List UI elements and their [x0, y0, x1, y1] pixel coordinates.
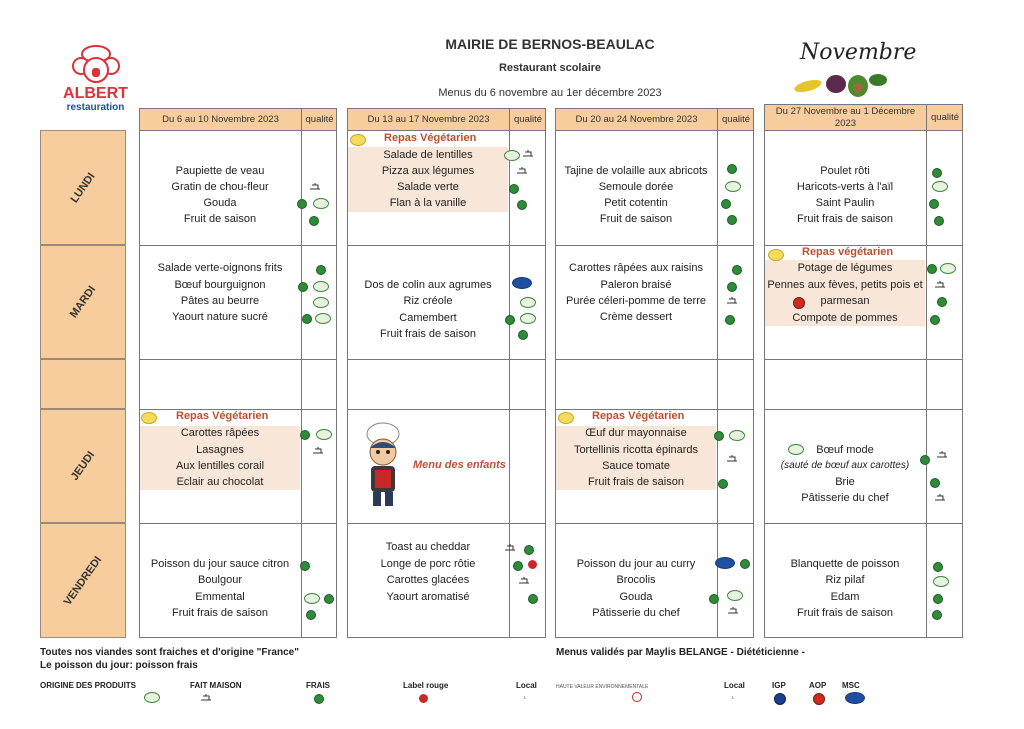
- menu-item: Œuf dur mayonnaise: [585, 427, 687, 439]
- fait-maison-icon: [312, 447, 324, 455]
- menu-item: Petit cotentin: [604, 197, 668, 209]
- row-divider: [765, 523, 962, 524]
- row-divider: [765, 359, 962, 360]
- local-mark: ʟ: [732, 695, 735, 701]
- frais-icon: [513, 561, 523, 571]
- menu-item: Carottes glacées: [386, 574, 470, 586]
- row-divider: [348, 409, 545, 410]
- frais-icon: [727, 164, 737, 174]
- frais-icon: [300, 561, 310, 571]
- menu-item: parmesan: [820, 295, 870, 307]
- frais-icon: [306, 610, 316, 620]
- local-mark: ʟ: [524, 695, 527, 701]
- logo-subtitle: restauration: [66, 102, 125, 113]
- bio-icon: [933, 576, 949, 587]
- vegetarian-icon: [768, 249, 784, 261]
- frais-icon: [920, 455, 930, 465]
- row-divider: [140, 523, 336, 524]
- row-divider: [348, 359, 545, 360]
- week-header: [348, 109, 545, 131]
- menu-item: Dos de colin aux agrumes: [364, 279, 492, 291]
- frais-icon: [933, 594, 943, 604]
- quality-header: qualité: [926, 105, 963, 130]
- fait-maison-icon: [936, 451, 948, 459]
- month-artwork: [788, 38, 917, 100]
- menu-item: Riz créole: [403, 295, 453, 307]
- menu-item: Riz pilaf: [825, 574, 865, 586]
- msc-icon: [845, 692, 865, 704]
- legend-label: FRAIS: [306, 681, 330, 690]
- day-cell-mercredi: [40, 359, 126, 409]
- bio-icon: [315, 313, 331, 324]
- menu-item: Gouda: [203, 197, 237, 209]
- page-subtitle: Restaurant scolaire: [498, 62, 602, 74]
- menu-item: Poulet rôti: [820, 165, 870, 177]
- menu-item: Longe de porc rôtie: [380, 558, 476, 570]
- frais-icon: [302, 314, 312, 324]
- frais-icon: [517, 200, 527, 210]
- fait-maison-icon: [518, 577, 530, 585]
- msc-icon: [715, 557, 735, 569]
- day-label: VENDREDI: [61, 553, 105, 608]
- row-divider: [556, 523, 753, 524]
- bio-icon: [316, 429, 332, 440]
- menu-item: Gratin de chou-fleur: [171, 181, 269, 193]
- aop-icon: [793, 297, 805, 309]
- menu-item: Fruit frais de saison: [172, 607, 268, 619]
- kids-menu-label: Menu des enfants: [413, 459, 506, 471]
- frais-icon: [740, 559, 750, 569]
- frais-icon: [298, 282, 308, 292]
- menu-item: Haricots-verts à l'aïl: [796, 181, 894, 193]
- menu-item: Crème dessert: [599, 311, 673, 323]
- menu-item: Poisson du jour sauce citron: [150, 558, 290, 570]
- bio-icon: [144, 692, 160, 703]
- bio-icon: [729, 430, 745, 441]
- quality-header: qualité: [717, 109, 754, 130]
- bio-icon: [940, 263, 956, 274]
- legend-label: HAUTE VALEUR ENVIRONNEMENTALE: [556, 684, 649, 690]
- frais-icon: [518, 330, 528, 340]
- menu-item: Brocolis: [616, 574, 656, 586]
- frais-icon: [709, 594, 719, 604]
- fait-maison-icon: [934, 281, 946, 289]
- aop-icon: [813, 693, 825, 705]
- row-divider: [140, 359, 336, 360]
- menu-item: Fruit frais de saison: [588, 476, 684, 488]
- bio-icon: [313, 281, 329, 292]
- page-title: MAIRIE DE BERNOS-BEAULAC: [445, 36, 655, 52]
- menu-item: Fruit frais de saison: [380, 328, 476, 340]
- fait-maison-icon: [200, 694, 212, 702]
- menu-item: Pizza aux légumes: [381, 165, 475, 177]
- month-title: Novembre: [800, 40, 917, 65]
- menu-item: Fruit frais de saison: [797, 213, 893, 225]
- label-rouge-icon: [419, 694, 428, 703]
- vegetarian-title: Repas Végétarien: [176, 410, 269, 422]
- menu-item: Paleron braisé: [600, 279, 672, 291]
- vegetarian-title: Repas végétarien: [802, 246, 894, 258]
- week-header: [140, 109, 336, 131]
- fait-maison-icon: [516, 167, 528, 175]
- frais-icon: [309, 216, 319, 226]
- legend-label: IGP: [772, 681, 786, 690]
- menu-item: Carottes râpées aux raisins: [569, 262, 703, 274]
- menu-item: Lasagnes: [196, 444, 244, 456]
- hve-icon: [632, 692, 642, 702]
- footer-note-meat: Toutes nos viandes sont fraiches et d'origine "France": [40, 647, 299, 658]
- vegetarian-icon: [350, 134, 366, 146]
- menu-item: Aux lentilles corail: [175, 460, 265, 472]
- legend-label: Local: [724, 681, 745, 690]
- bio-icon: [520, 313, 536, 324]
- menu-item: Salade verte-oignons frits: [157, 262, 283, 274]
- quality-header: qualité: [509, 109, 546, 130]
- menu-item: Brie: [835, 476, 855, 488]
- menu-item: Paupiette de veau: [175, 165, 265, 177]
- menu-item: Semoule dorée: [598, 181, 674, 193]
- frais-icon: [727, 215, 737, 225]
- quality-divider: [509, 131, 510, 637]
- quality-header: qualité: [301, 109, 337, 130]
- row-divider: [765, 409, 962, 410]
- frais-icon: [930, 315, 940, 325]
- menu-item: Salade verte: [397, 181, 459, 193]
- menu-item: Compote de pommes: [792, 312, 898, 324]
- bio-icon: [304, 593, 320, 604]
- menu-item: Blanquette de poisson: [790, 558, 900, 570]
- frais-icon: [933, 562, 943, 572]
- day-label: JEUDI: [68, 449, 98, 483]
- day-cell-lundi: [40, 130, 126, 245]
- legend-label: AOP: [809, 681, 827, 690]
- chef-boy-illustration: [353, 420, 413, 510]
- frais-icon: [932, 168, 942, 178]
- frais-icon: [314, 694, 324, 704]
- footer-validation: Menus validés par Maylis BELANGE - Diététicienne -: [556, 647, 805, 658]
- menu-item: Pâtisserie du chef: [592, 607, 680, 619]
- igp-icon: [774, 693, 786, 705]
- row-divider: [140, 245, 336, 246]
- row-divider: [556, 359, 753, 360]
- menu-item: Pâtisserie du chef: [801, 492, 889, 504]
- week-title: Du 6 au 10 Novembre 2023: [162, 114, 279, 125]
- bio-icon: [727, 590, 743, 601]
- frais-icon: [927, 264, 937, 274]
- bio-icon: [313, 297, 329, 308]
- bio-icon: [725, 181, 741, 192]
- fait-maison-icon: [504, 544, 516, 552]
- frais-icon: [930, 478, 940, 488]
- menu-item: Potage de légumes: [797, 262, 893, 274]
- menu-item: Tortellinis ricotta épinards: [573, 444, 699, 456]
- chef-koala-icon: [70, 44, 122, 84]
- bio-icon: [504, 150, 520, 161]
- frais-icon: [324, 594, 334, 604]
- menu-item: Toast au cheddar: [385, 541, 471, 553]
- menu-item: Flan à la vanille: [389, 197, 467, 209]
- week-title: Du 13 au 17 Novembre 2023: [367, 114, 490, 125]
- menu-item: Edam: [830, 591, 860, 603]
- frais-icon: [929, 199, 939, 209]
- menu-item: Eclair au chocolat: [176, 476, 264, 488]
- bio-icon: [313, 198, 329, 209]
- menu-item: Carottes râpées: [180, 427, 260, 439]
- label-rouge-icon: [528, 560, 537, 569]
- legend-label: FAIT MAISON: [190, 681, 242, 690]
- frais-icon: [714, 431, 724, 441]
- frais-icon: [505, 315, 515, 325]
- menu-item: Yaourt nature sucré: [172, 311, 268, 323]
- legend-label: ORIGINE DES PRODUITS: [40, 681, 137, 690]
- week-header: [765, 105, 962, 131]
- row-divider: [348, 523, 545, 524]
- menu-item: Camembert: [399, 312, 457, 324]
- fait-maison-icon: [726, 297, 738, 305]
- menu-item: Pennes aux fèves, petits pois et: [767, 279, 923, 291]
- menu-item: Fruit de saison: [599, 213, 673, 225]
- day-cell-jeudi: [40, 409, 126, 523]
- week-title: Du 20 au 24 Novembre 2023: [575, 114, 698, 125]
- menu-item: Bœuf bourguignon: [174, 279, 266, 291]
- msc-icon: [512, 277, 532, 289]
- vegetarian-title: Repas Végétarien: [592, 410, 685, 422]
- menu-item: Boulgour: [197, 574, 243, 586]
- legend-label: Label rouge: [403, 681, 449, 690]
- vegetarian-icon: [141, 412, 157, 424]
- legend-label: Local: [516, 681, 537, 690]
- frais-icon: [316, 265, 326, 275]
- frais-icon: [732, 265, 742, 275]
- menu-item: Saint Paulin: [815, 197, 875, 209]
- menu-item: Fruit frais de saison: [797, 607, 893, 619]
- frais-icon: [932, 610, 942, 620]
- frais-icon: [721, 199, 731, 209]
- menu-item: Bœuf mode: [816, 444, 874, 456]
- frais-icon: [297, 199, 307, 209]
- week-header: [556, 109, 753, 131]
- frais-icon: [725, 315, 735, 325]
- frais-icon: [718, 479, 728, 489]
- menu-item: Pâtes au beurre: [180, 295, 260, 307]
- fait-maison-icon: [727, 607, 739, 615]
- albert-logo: [48, 40, 143, 120]
- menu-item: Sauce tomate: [602, 460, 670, 472]
- fait-maison-icon: [934, 494, 946, 502]
- fait-maison-icon: [522, 150, 534, 158]
- menu-item: Purée céleri-pomme de terre: [565, 295, 706, 307]
- menu-item: Gouda: [619, 591, 653, 603]
- quality-divider: [926, 131, 927, 637]
- row-divider: [556, 245, 753, 246]
- footer-note-fish: Le poisson du jour: poisson frais: [40, 660, 198, 671]
- fait-maison-icon: [726, 455, 738, 463]
- day-label: LUNDI: [68, 170, 98, 205]
- frais-icon: [528, 594, 538, 604]
- menu-item: Yaourt aromatisé: [386, 591, 470, 603]
- menu-item-note: (sauté de bœuf aux carottes): [780, 460, 910, 471]
- menu-dates: Menus du 6 novembre au 1er décembre 2023: [438, 87, 662, 99]
- menu-item: Tajine de volaille aux abricots: [564, 165, 708, 177]
- menu-item: Poisson du jour au curry: [576, 558, 696, 570]
- frais-icon: [727, 282, 737, 292]
- bio-icon: [520, 297, 536, 308]
- day-cell-mardi: [40, 245, 126, 359]
- day-cell-vendredi: [40, 523, 126, 638]
- vegetarian-title: Repas Végétarien: [384, 132, 477, 144]
- menu-item: Fruit de saison: [183, 213, 257, 225]
- week-title: Du 27 Novembre au 1 Décembre 2023: [775, 106, 916, 129]
- fait-maison-icon: [309, 183, 321, 191]
- vegetarian-icon: [558, 412, 574, 424]
- row-divider: [348, 245, 545, 246]
- frais-icon: [509, 184, 519, 194]
- frais-icon: [934, 216, 944, 226]
- menu-item: Salade de lentilles: [383, 149, 473, 161]
- bio-icon: [932, 181, 948, 192]
- day-label: MARDI: [67, 283, 99, 321]
- vegetables-icon: [788, 66, 898, 100]
- frais-icon: [300, 430, 310, 440]
- menu-item: Emmental: [195, 591, 245, 603]
- legend-label: MSC: [842, 681, 860, 690]
- frais-icon: [937, 297, 947, 307]
- logo-name: ALBERT: [63, 85, 128, 102]
- frais-icon: [524, 545, 534, 555]
